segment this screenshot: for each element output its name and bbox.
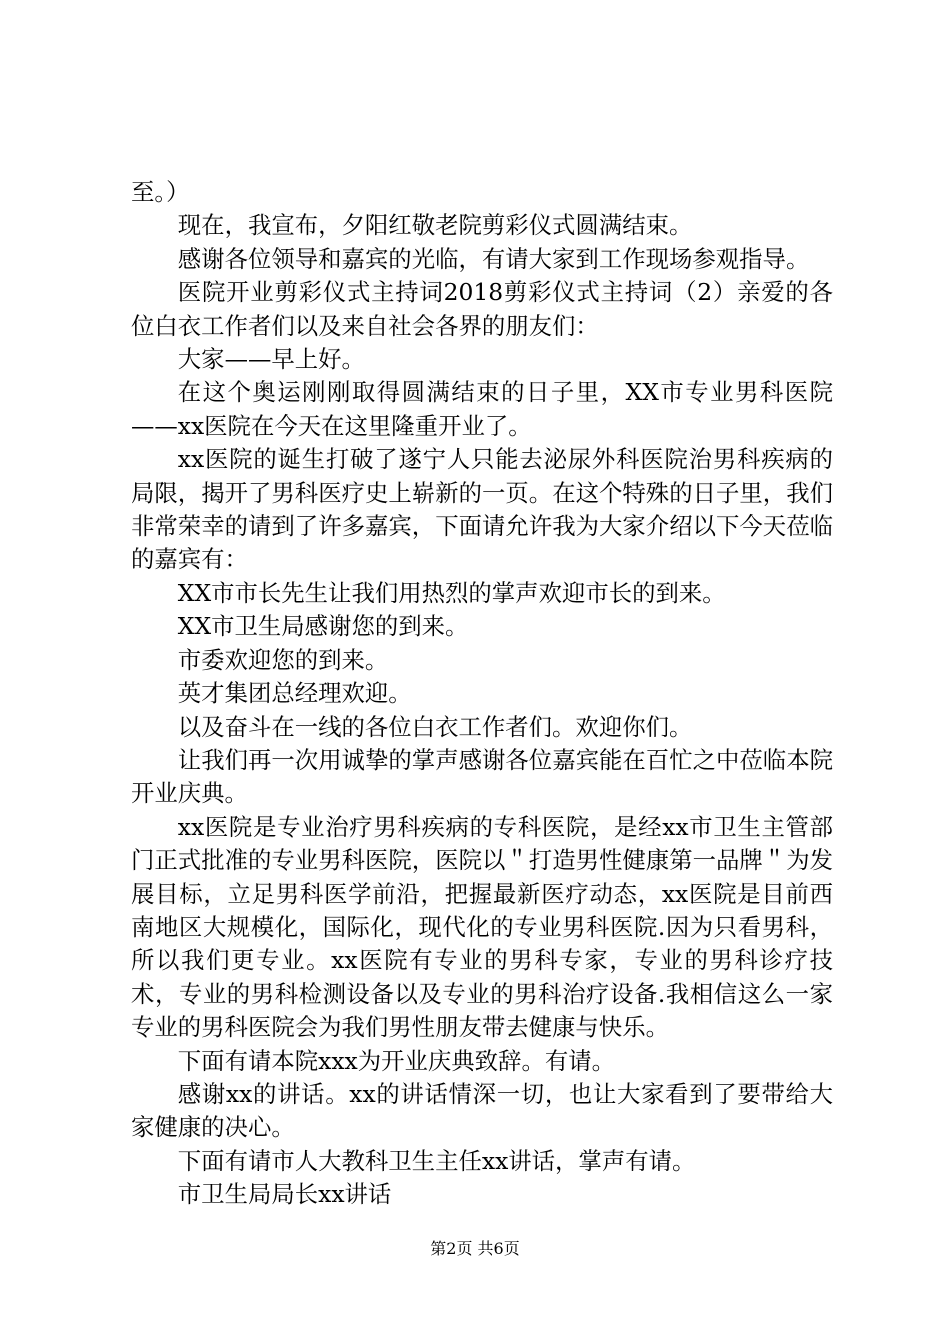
page-footer: 第2页 共6页 <box>430 1239 520 1258</box>
paragraph: 现在，我宣布，夕阳红敬老院剪彩仪式圆满结束。 <box>177 211 693 240</box>
paragraph: 大家——早上好。 <box>177 345 365 374</box>
paragraph: xx医院的诞生打破了遂宁人只能去泌尿外科医院治男科疾病的局限，揭开了男科医疗史上崭新的一页。在这个特殊的日子里，我们非常荣幸的请到了许多嘉宾，下面请允许我为大家介绍以下今天莅临的嘉宾有： <box>131 445 833 574</box>
paragraph: 感谢xx的讲话。xx的讲话情深一切，也让大家看到了要带给大家健康的决心。 <box>131 1079 833 1142</box>
paragraph: 让我们再一次用诚挚的掌声感谢各位嘉宾能在百忙之中莅临本院开业庆典。 <box>131 745 833 808</box>
paragraph: 下面有请本院xxx为开业庆典致辞。有请。 <box>177 1046 616 1075</box>
paragraph: 至。） <box>131 178 190 206</box>
document-body <box>131 176 833 1212</box>
paragraph: 市卫生局局长xx讲话 <box>177 1180 392 1209</box>
paragraph: 英才集团总经理欢迎。 <box>177 679 412 708</box>
paragraph: 感谢各位领导和嘉宾的光临，有请大家到工作现场参观指导。 <box>177 244 810 273</box>
paragraph: 医院开业剪彩仪式主持词2018剪彩仪式主持词（2）亲爱的各位白衣工作者们以及来自社会各界的朋友们： <box>131 278 833 340</box>
paragraph: xx医院是专业治疗男科疾病的专科医院，是经xx市卫生主管部门正式批准的专业男科医院，医院以＂打造男性健康第一品牌＂为发展目标，立足男科医学前沿，把握最新医疗动态，xx医院是目前西南地区大规模化，国际化，现代化的专业男科医院.因为只看男科，所以我们更专业。xx医院有专业的男科专家，专业的男科诊疗技术，专业的男科检测设备以及专业的男科治疗设备.我相信这么一家专业的男科医院会为我们男性朋友带去健康与快乐。 <box>131 812 833 1042</box>
paragraph: XX市市长先生让我们用热烈的掌声欢迎市长的到来。 <box>177 578 726 607</box>
paragraph: 下面有请市人大教科卫生主任xx讲话，掌声有请。 <box>177 1146 696 1175</box>
paragraph: 市委欢迎您的到来。 <box>177 645 389 674</box>
paragraph: XX市卫生局感谢您的到来。 <box>177 612 469 641</box>
paragraph: 以及奋斗在一线的各位白衣工作者们。欢迎你们。 <box>177 712 693 741</box>
paragraph: 在这个奥运刚刚取得圆满结束的日子里，XX市专业男科医院——xx医院在今天在这里隆重开业了。 <box>131 378 833 440</box>
